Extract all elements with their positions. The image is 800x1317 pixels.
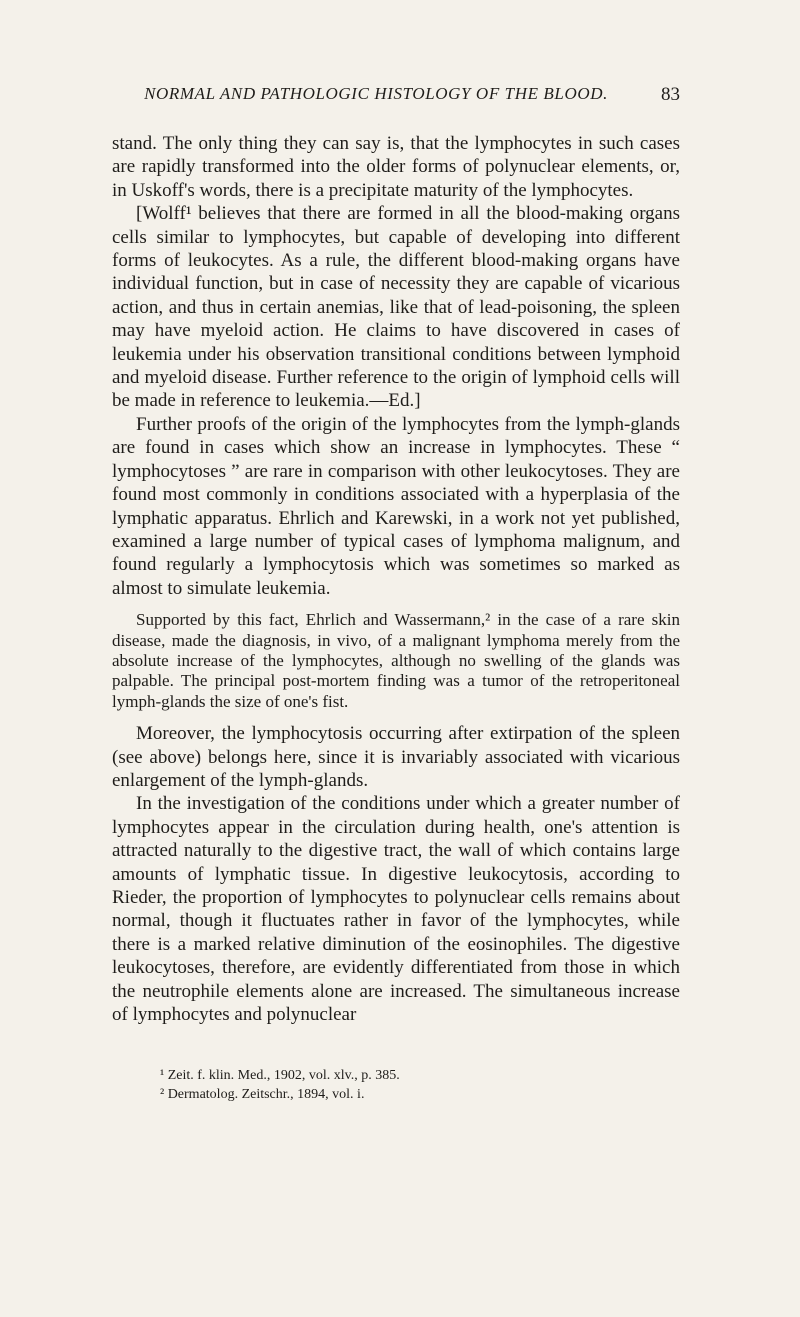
- body-text: [112, 132, 680, 1026]
- footnote-2: ² Dermatolog. Zeitschr., 1894, vol. i.: [160, 1087, 365, 1102]
- paragraph-5: Moreover, the lymphocytosis occurring after extirpation of the spleen (see above) belongs here, since it is invariably associated with vicarious enlargement of the lymph-glands.: [112, 723, 680, 791]
- running-title: NORMAL AND PATHOLOGIC HISTOLOGY OF THE BLOOD.: [144, 84, 608, 103]
- paragraph-3: Further proofs of the origin of the lymphocytes from the lymph-glands are found in cases which show an increase in lymphocytes. These “ lymphocytoses ” are rare in comparison with other leukocytoses. They are found most commonly in conditions associated with a hyperplasia of the lymphatic apparatus. Ehrlich and Karewski, in a work not yet published, examined a large number of typical cases of lymphoma malignum, and found regularly a lymphocytosis which was sometimes so marked as almost to simulate leukemia.: [112, 413, 680, 599]
- footnotes: [112, 1066, 680, 1104]
- paragraph-4-small-print: Supported by this fact, Ehrlich and Wassermann,² in the case of a rare skin disease, made the diagnosis, in vivo, of a malignant lymphoma merely from the absolute increase of the lymphocytes, although no swelling of the glands was palpable. The principal post-mortem finding was a tumor of the retroperitoneal lymph-glands the size of one's fist.: [112, 610, 680, 711]
- page-number: 83: [661, 84, 680, 105]
- paragraph-6: In the investigation of the conditions under which a greater number of lymphocytes appear in the circulation during health, one's attention is attracted naturally to the digestive tract, the wall of which contains large amounts of lymphatic tissue. In digestive leukocytosis, according to Rieder, the proportion of lymphocytes to polynuclear cells remains about normal, though it fluctuates rather in favor of the lymphocytes, while there is a marked relative diminution of the eosinophiles. The digestive leukocytoses, therefore, are evidently differentiated from those in which the neutrophile elements alone are increased. The simultaneous increase of lymphocytes and polynuclear: [112, 793, 680, 1026]
- paragraph-2-editor-note: [Wolff¹ believes that there are formed in all the blood-making organs cells similar to lymphocytes, but capable of developing into different forms of leukocytes. As a rule, the different blood-making organs have individual function, but in case of necessity they are capable of vicarious action, and thus in certain anemias, like that of lead-poisoning, the spleen may have myeloid action. He claims to have discovered in cases of leukemia under his observation transitional conditions between lymphoid and myeloid disease. Further reference to the origin of lymphoid cells will be made in reference to leukemia.—Ed.]: [112, 203, 680, 412]
- footnote-1: ¹ Zeit. f. klin. Med., 1902, vol. xlv., p. 385.: [160, 1068, 400, 1083]
- paragraph-1: stand. The only thing they can say is, that the lymphocytes in such cases are rapidly transformed into the older forms of polynuclear elements, or, in Uskoff's words, there is a precipitate maturity of the lymphocytes.: [112, 133, 680, 201]
- page-header: [112, 84, 680, 108]
